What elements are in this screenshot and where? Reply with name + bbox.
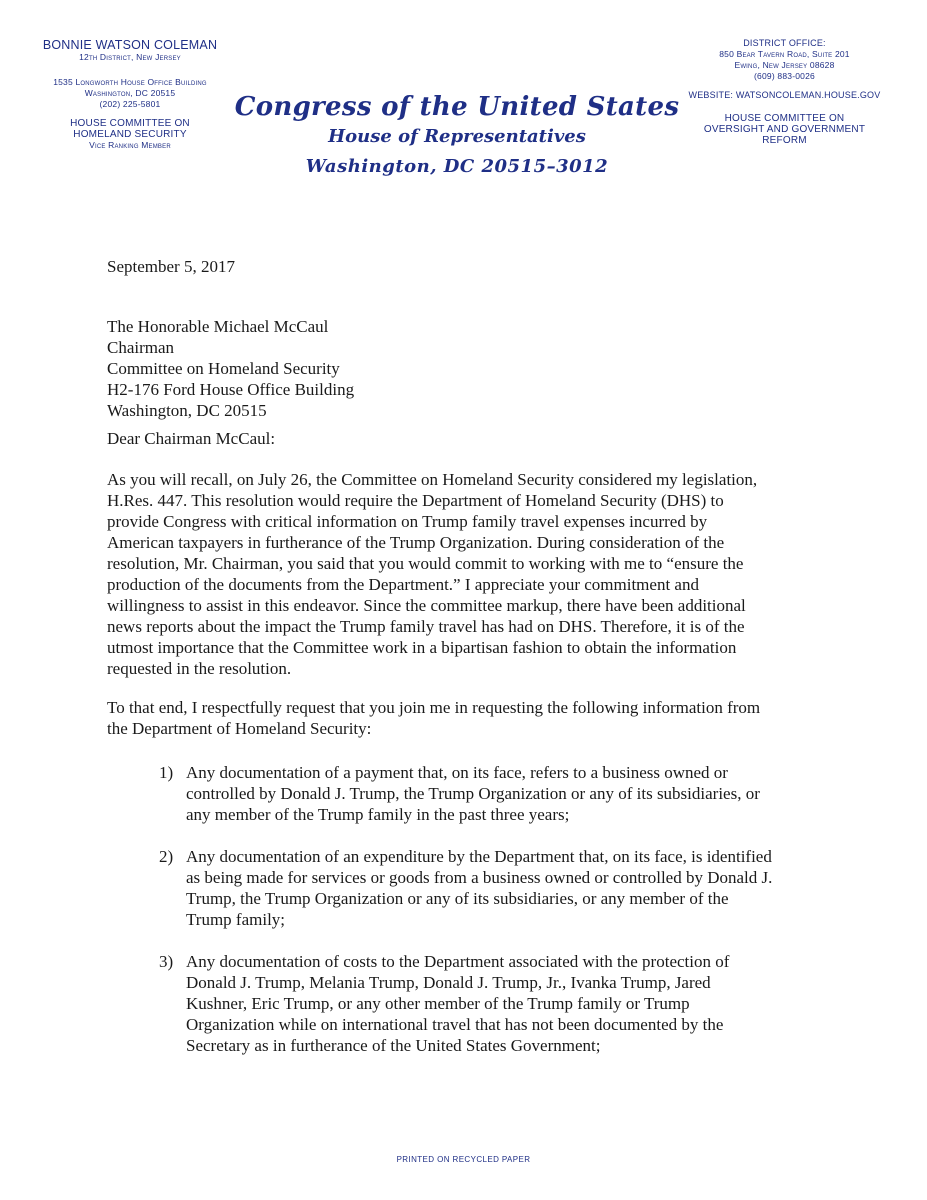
list-item-1	[159, 762, 829, 825]
salutation: Dear Chairman McCaul:	[107, 429, 276, 448]
recipient-address	[107, 316, 827, 421]
list-item-3	[159, 951, 829, 1056]
district-phone: (609) 883-0026	[754, 71, 815, 81]
list-number: 2)	[159, 847, 174, 866]
recipient-line: Washington, DC 20515	[107, 401, 267, 420]
letterhead-center	[232, 92, 682, 182]
paragraph-line: As you will recall, on July 26, the Committee on Homeland Security considered my legislation,	[107, 470, 758, 489]
district-office-label: DISTRICT OFFICE:	[743, 38, 826, 48]
list-line: Trump family;	[186, 910, 286, 929]
recipient-line: Committee on Homeland Security	[107, 359, 340, 378]
recipient-line: The Honorable Michael McCaul	[107, 317, 329, 336]
paragraph-1	[107, 469, 827, 679]
list-line: Any documentation of a payment that, on its face, refers to a business owned or	[186, 763, 728, 782]
paragraph-line: the Department of Homeland Security:	[107, 719, 372, 738]
congress-title: Congress of the United States	[234, 92, 680, 122]
paragraph-line: news reports about the impact the Trump family travel has had on DHS. Therefore, it is of the	[107, 617, 745, 636]
oversight-committee-line1: HOUSE COMMITTEE ON	[724, 113, 845, 124]
paragraph-line: resolution, Mr. Chairman, you said that you would commit to working with me to “ensure the	[107, 554, 744, 573]
dc-office-phone: (202) 225-5801	[99, 99, 161, 109]
paragraph-line: To that end, I respectfully request that you join me in requesting the following information from	[107, 698, 761, 717]
paragraph-line: provide Congress with critical information on Trump family travel expenses incurred by	[107, 512, 708, 531]
list-line: Any documentation of an expenditure by the Department that, on its face, is identified	[186, 847, 772, 866]
list-line: Any documentation of costs to the Department associated with the protection of	[186, 952, 730, 971]
paragraph-line: production of the documents from the Department.” I appreciate your commitment and	[107, 575, 699, 594]
list-number: 3)	[159, 952, 174, 971]
member-name: BONNIE WATSON COLEMAN	[42, 38, 218, 52]
list-line: controlled by Donald J. Trump, the Trump Organization or any of its subsidiaries, or	[186, 784, 760, 803]
member-district: 12th District, New Jersey	[79, 52, 181, 62]
committee-line1: HOUSE COMMITTEE ON	[70, 118, 190, 129]
paragraph-line: H.Res. 447. This resolution would require the Department of Homeland Security (DHS) to	[107, 491, 724, 510]
list-line: Trump, the Trump Organization or any of its subsidiaries, or any member of the	[186, 889, 729, 908]
paragraph-line: utmost importance that the Committee work in a bipartisan fashion to obtain the information	[107, 638, 737, 657]
committee-line2: HOMELAND SECURITY	[73, 129, 187, 140]
paragraph-2	[107, 697, 827, 739]
washington-address: Washington, DC 20515–3012	[305, 156, 609, 177]
paragraph-line: requested in the resolution.	[107, 659, 292, 678]
recycled-paper-footer: PRINTED ON RECYCLED PAPER	[396, 1155, 531, 1164]
list-line: Secretary as in furtherance of the United States Government;	[186, 1036, 601, 1055]
committee-role: Vice Ranking Member	[89, 140, 171, 150]
recipient-line: Chairman	[107, 338, 175, 357]
list-line: Donald J. Trump, Melania Trump, Donald J. Trump, Jr., Ivanka Trump, Jared	[186, 973, 711, 992]
letterhead-left	[20, 38, 240, 151]
paragraph-line: willingness to assist in this endeavor. Since the committee markup, there have been additional	[107, 596, 746, 615]
recipient-line: H2-176 Ford House Office Building	[107, 380, 355, 399]
district-address-line2: Ewing, New Jersey 08628	[734, 60, 835, 70]
dc-office-line1: 1535 Longworth House Office Building	[53, 77, 207, 87]
list-line: Organization while on international travel that has not been documented by the	[186, 1015, 724, 1034]
oversight-committee-line2: OVERSIGHT AND GOVERNMENT	[703, 124, 866, 135]
list-line: any member of the Trump family in the past three years;	[186, 805, 570, 824]
list-number: 1)	[159, 763, 174, 782]
list-line: as being made for services or goods from a business owned or controlled by Donald J.	[186, 868, 773, 887]
letterhead-right	[682, 38, 887, 146]
dc-office-line2: Washington, DC 20515	[84, 88, 176, 98]
oversight-committee-line3: REFORM	[762, 135, 807, 146]
website-link[interactable]: WEBSITE: WATSONCOLEMAN.HOUSE.GOV	[688, 90, 881, 100]
paragraph-line: American taxpayers in furtherance of the Trump Organization. During consideration of the	[107, 533, 725, 552]
list-line: Kushner, Eric Trump, or any other member of the Trump family or Trump	[186, 994, 690, 1013]
list-item-2	[159, 846, 829, 930]
house-title: House of Representatives	[328, 126, 586, 147]
district-address-line1: 850 Bear Tavern Road, Suite 201	[719, 49, 850, 59]
letter-date: September 5, 2017	[107, 257, 235, 276]
